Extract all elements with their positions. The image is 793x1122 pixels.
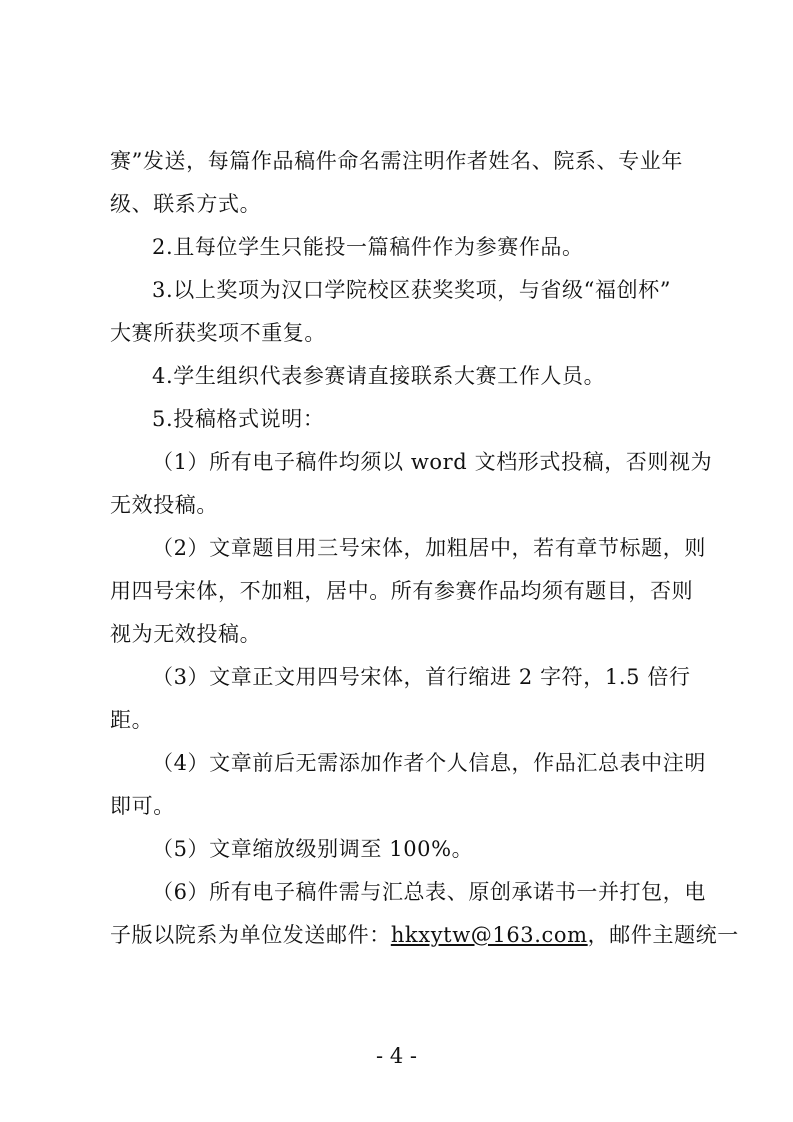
text-line: 4.学生组织代表参赛请直接联系大赛工作人员。 — [152, 364, 606, 388]
page-number: - 4 - — [376, 1044, 417, 1068]
text-line: 5.投稿格式说明： — [152, 407, 325, 431]
email-prefix: 子版以院系为单位发送邮件： — [110, 923, 391, 947]
text-line-email — [110, 921, 739, 949]
text-line: 赛”发送，每篇作品稿件命名需注明作者姓名、院系、专业年 — [110, 149, 683, 173]
text-line: （5）文章缩放级别调至 100%。 — [152, 837, 474, 861]
email-suffix: ，邮件主题统一 — [587, 923, 739, 947]
text-line: 大赛所获奖项不重复。 — [110, 321, 326, 345]
text-line: （4）文章前后无需添加作者个人信息，作品汇总表中注明 — [152, 751, 706, 775]
email-link[interactable]: hkxytw@163.com — [390, 923, 588, 947]
text-line: 无效投稿。 — [110, 493, 218, 517]
text-line: 用四号宋体，不加粗，居中。所有参赛作品均须有题目，否则 — [110, 579, 694, 603]
text-line: （2）文章题目用三号宋体，加粗居中，若有章节标题，则 — [152, 536, 706, 560]
text-line: 3.以上奖项为汉口学院校区获奖奖项，与省级“福创杯” — [152, 278, 672, 302]
text-line: 级、联系方式。 — [110, 192, 262, 216]
text-line: （6）所有电子稿件需与汇总表、原创承诺书一并打包，电 — [152, 880, 706, 904]
text-line: 即可。 — [110, 794, 175, 818]
text-line: 2.且每位学生只能投一篇稿件作为参赛作品。 — [152, 235, 584, 259]
text-line: 距。 — [110, 708, 154, 732]
text-line: 视为无效投稿。 — [110, 622, 262, 646]
text-line: （1）所有电子稿件均须以 word 文档形式投稿，否则视为 — [152, 450, 713, 474]
text-line: （3）文章正文用四号宋体，首行缩进 2 字符，1.5 倍行 — [152, 665, 691, 689]
